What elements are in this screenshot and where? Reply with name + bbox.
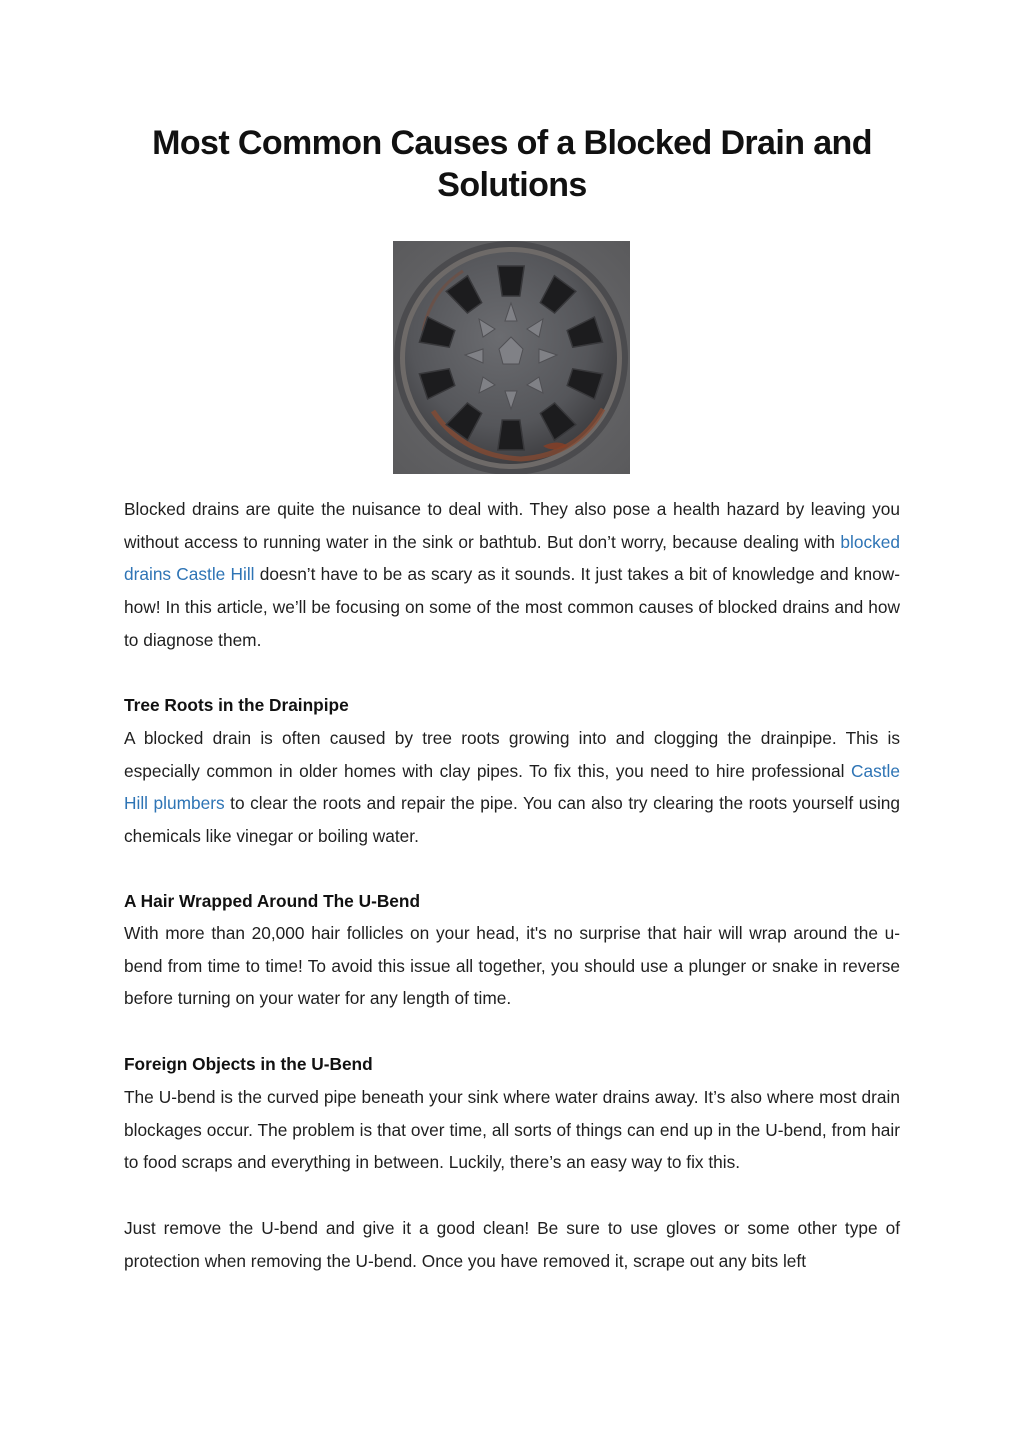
- drain-slot: [498, 266, 524, 296]
- drain-cover-photo: [393, 241, 630, 474]
- page-title: Most Common Causes of a Blocked Drain and Solutions: [152, 124, 872, 204]
- section-hair-paragraph: With more than 20,000 hair follicles on your head, it's no surprise that hair will wrap around the u-bend from time to time! To avoid this issue all together, you should use a plunger or snake in reverse before turning on your water for any length of time.: [124, 923, 900, 1009]
- section-foreign-objects-paragraph-2: Just remove the U-bend and give it a good clean! Be sure to use gloves or some other type of protection when removing the U-bend. Once you have removed it, scrape out any bits left: [124, 1218, 900, 1271]
- section-foreign-objects-paragraph: The U-bend is the curved pipe beneath your sink where water drains away. It’s also where most drain blockages occur. The problem is that over time, all sorts of things can end up in the U-bend, from hair to food scraps and everything in between. Luckily, there’s an easy way to fix this.: [124, 1087, 900, 1173]
- castle-hill-plumbers-link[interactable]: Castle Hill plumbers: [124, 760, 900, 814]
- drain-slot: [498, 420, 524, 450]
- intro-paragraph: Blocked drains are quite the nuisance to deal with. They also pose a health hazard by leaving you without access to running water in the sink or bathtub. But don’t worry, because dealing with blocked drains Castle Hill doesn’t have to be as scary as it sounds. It just takes a bit of knowledge and know-how! In this article, we’ll be focusing on some of the most common causes of blocked drains and how to diagnose them.: [124, 499, 900, 650]
- section-tree-roots-paragraph: A blocked drain is often caused by tree roots growing into and clogging the drainpipe. This is especially common in older homes with clay pipes. To fix this, you need to hire professional Castle Hill plumbers to clear the roots and repair the pipe. You can also try clearing the roots yourself using chemicals like vinegar or boiling water.: [124, 728, 901, 847]
- section-heading-tree-roots: Tree Roots in the Drainpipe: [124, 695, 349, 715]
- section-heading-hair-u-bend: A Hair Wrapped Around The U-Bend: [124, 891, 421, 911]
- blocked-drains-castle-hill-link[interactable]: blocked drains Castle Hill: [124, 531, 900, 585]
- section-heading-foreign-objects: Foreign Objects in the U-Bend: [124, 1054, 373, 1074]
